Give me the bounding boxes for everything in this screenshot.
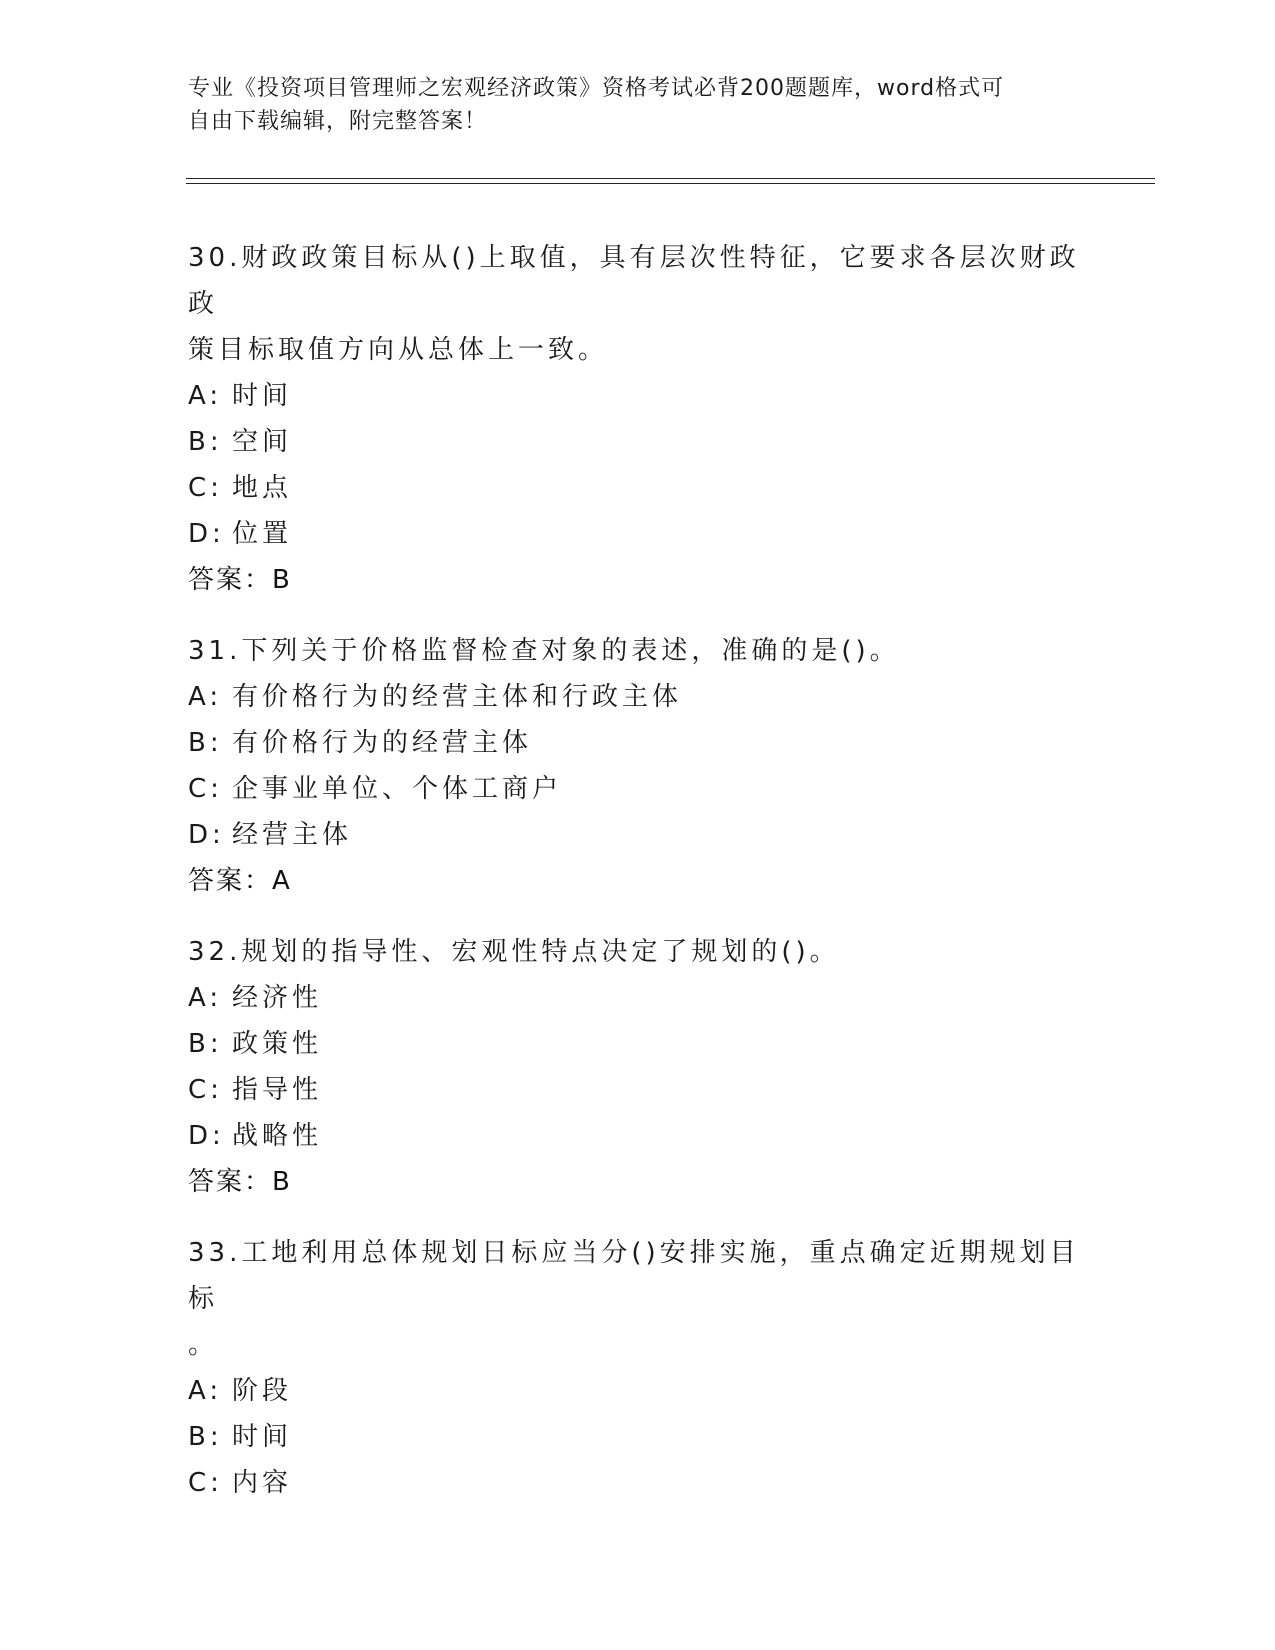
question-stem-line-1: 31.下列关于价格监督检查对象的表述，准确的是()。 <box>188 636 900 666</box>
question-stem-line-1: 33.工地利用总体规划日标应当分()安排实施，重点确定近期规划目标 <box>188 1238 1080 1314</box>
question-stem-line-1: 30.财政政策目标从()上取值，具有层次性特征，它要求各层次财政政 <box>188 243 1080 319</box>
answer-line <box>188 557 1088 603</box>
option-text: 战略性 <box>232 1121 323 1151</box>
option-text: 政策性 <box>232 1029 323 1059</box>
question-30 <box>188 235 1088 603</box>
header-line-2: 自由下载编辑，附完整答案！ <box>188 109 488 134</box>
header-divider-top <box>186 178 1155 179</box>
option-text: 经济性 <box>232 983 323 1013</box>
question-stem-line-1: 32.规划的指导性、宏观性特点决定了规划的()。 <box>188 937 840 967</box>
option-a <box>188 674 1088 720</box>
option-text: 位置 <box>232 519 293 549</box>
option-b <box>188 419 1088 465</box>
option-a <box>188 373 1088 419</box>
question-stem-line-2: 。 <box>188 1330 219 1360</box>
question-32 <box>188 929 1088 1205</box>
option-letter: A: <box>188 682 223 712</box>
option-d <box>188 511 1088 557</box>
option-text: 指导性 <box>232 1075 323 1105</box>
answer-label: 答案： <box>188 866 273 896</box>
option-d <box>188 1113 1088 1159</box>
option-text: 阶段 <box>232 1376 293 1406</box>
option-a <box>188 1368 1088 1414</box>
option-text: 经营主体 <box>232 820 353 850</box>
option-b <box>188 1414 1088 1460</box>
option-text: 地点 <box>232 473 293 503</box>
option-letter: C: <box>188 1075 223 1105</box>
answer-label: 答案： <box>188 565 273 595</box>
option-letter: B: <box>188 1029 223 1059</box>
option-letter: A: <box>188 983 223 1013</box>
option-c <box>188 1460 1088 1506</box>
option-text: 内容 <box>232 1468 293 1498</box>
option-text: 有价格行为的经营主体 <box>232 728 533 758</box>
option-text: 时间 <box>232 381 293 411</box>
option-a <box>188 975 1088 1021</box>
question-stem-line-2: 策目标取值方向从总体上一致。 <box>188 335 609 365</box>
option-letter: A: <box>188 1376 223 1406</box>
answer-line <box>188 858 1088 904</box>
option-b <box>188 720 1088 766</box>
answer-line <box>188 1159 1088 1205</box>
question-list <box>188 235 1088 1531</box>
option-text: 时间 <box>232 1422 293 1452</box>
option-letter: D: <box>188 1121 225 1151</box>
option-text: 空间 <box>232 427 293 457</box>
option-c <box>188 766 1088 812</box>
option-letter: B: <box>188 1422 223 1452</box>
option-c <box>188 465 1088 511</box>
option-letter: C: <box>188 774 223 804</box>
option-letter: D: <box>188 820 225 850</box>
document-header <box>188 72 1088 138</box>
header-line-1: 专业《投资项目管理师之宏观经济政策》资格考试必背200题题库，word格式可 <box>188 76 1005 101</box>
answer-value: A <box>272 866 292 896</box>
option-letter: B: <box>188 427 223 457</box>
option-letter: D: <box>188 519 225 549</box>
option-d <box>188 812 1088 858</box>
option-text: 有价格行为的经营主体和行政主体 <box>232 682 683 712</box>
answer-value: B <box>272 565 292 595</box>
option-letter: C: <box>188 1468 223 1498</box>
option-letter: A: <box>188 381 223 411</box>
answer-label: 答案： <box>188 1167 273 1197</box>
option-c <box>188 1067 1088 1113</box>
option-letter: C: <box>188 473 223 503</box>
question-33 <box>188 1230 1088 1506</box>
header-divider-bottom <box>186 183 1155 184</box>
option-letter: B: <box>188 728 223 758</box>
option-b <box>188 1021 1088 1067</box>
answer-value: B <box>272 1167 292 1197</box>
question-31 <box>188 628 1088 904</box>
option-text: 企事业单位、个体工商户 <box>232 774 563 804</box>
